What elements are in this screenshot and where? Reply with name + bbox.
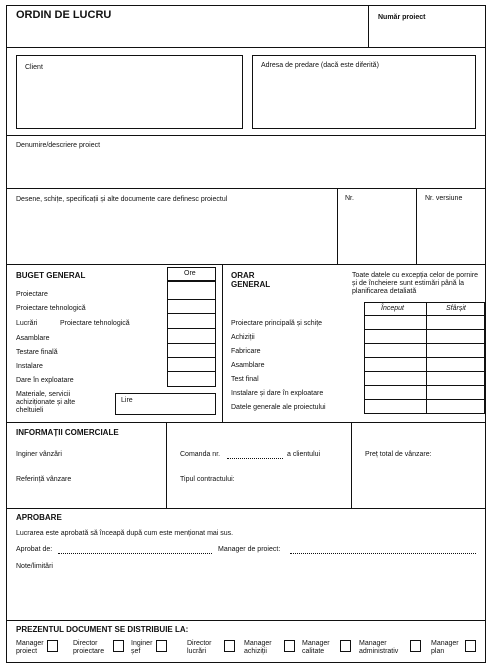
start-header: Început (381, 305, 404, 312)
schedule-title-2: GENERAL (231, 280, 271, 289)
total-price-label: Preț total de vânzare: (365, 451, 432, 458)
project-name-label: Denumire/descriere proiect (16, 142, 101, 149)
separator (6, 135, 486, 136)
recipient-checkbox[interactable] (284, 640, 295, 652)
budget-title: BUGET GENERAL (16, 271, 86, 280)
form-title: ORDIN DE LUCRU (16, 9, 112, 21)
budget-item: Lucrări (16, 320, 38, 327)
lei-label: Lire (121, 397, 133, 404)
recipient-checkbox[interactable] (410, 640, 421, 652)
recipient-label-line: Manager (244, 640, 272, 647)
order-nr-field[interactable] (227, 458, 283, 459)
delivery-address-label: Adresa de predare (dacă este diferită) (261, 62, 379, 69)
recipient-label-line: proiect (16, 648, 38, 655)
budget-schedule-divider (222, 264, 223, 422)
hours-row-line (167, 357, 216, 358)
schedule-item: Fabricare (231, 348, 261, 355)
dates-row-line (364, 357, 485, 358)
header-divider (368, 5, 369, 47)
recipient-label (73, 640, 113, 656)
recipient-label-line: Director (73, 640, 98, 647)
recipient-label-line: proiectare (73, 648, 105, 655)
separator (6, 508, 486, 509)
recipient-label (244, 640, 280, 656)
separator (6, 620, 486, 621)
separator (6, 188, 486, 189)
recipient-checkbox[interactable] (340, 640, 351, 652)
recipient-checkbox[interactable] (47, 640, 58, 652)
budget-item: Proiectare (16, 291, 48, 298)
hours-row-line (167, 299, 216, 300)
dates-row-line (364, 399, 485, 400)
budget-item: Asamblare (16, 335, 50, 342)
recipient-label-line: șef (131, 648, 141, 655)
recipient-label-line: Manager (431, 640, 459, 647)
recipient-label (359, 640, 407, 656)
sales-engineer-label: Inginer vânzări (16, 451, 62, 458)
recipient-label (187, 640, 223, 656)
hours-row-line (167, 343, 216, 344)
recipient-label-line: administrativ (359, 648, 399, 655)
commercial-title: INFORMAȚII COMERCIALE (16, 428, 119, 437)
budget-item: Proiectare tehnologică (16, 305, 86, 312)
recipient-checkbox[interactable] (156, 640, 167, 652)
schedule-item: Proiectare principală și schițe (231, 320, 323, 327)
client-field[interactable] (16, 55, 243, 129)
approval-title: APROBARE (16, 513, 62, 522)
recipient-label-line: Director (187, 640, 212, 647)
sales-reference-label: Referință vânzare (16, 476, 72, 483)
dates-table-divider (426, 302, 427, 414)
drawings-label: Desene, schițe, specificații și alte documente care definesc proiectul (16, 196, 228, 203)
recipient-label-line: plan (431, 648, 445, 655)
recipient-label-line: achiziții (244, 648, 267, 655)
project-name-field[interactable] (8, 152, 484, 186)
drawing-nr-label: Nr. (345, 195, 354, 202)
recipient-label-line: Manager (16, 640, 44, 647)
hours-row-line (167, 328, 216, 329)
budget-item: Dare în exploatare (16, 377, 74, 384)
dates-row-line (364, 315, 485, 316)
budget-subitem: Proiectare tehnologică (60, 320, 130, 327)
commercial-divider (351, 422, 352, 508)
version-nr-label: Nr. versiune (425, 195, 463, 202)
dates-row-line (364, 385, 485, 386)
recipient-label-line: lucrări (187, 648, 207, 655)
separator (6, 422, 486, 423)
recipient-label-line: Inginer (131, 640, 153, 647)
project-manager-field[interactable] (290, 553, 476, 554)
client-label: Client (25, 64, 43, 71)
approved-by-label: Aprobat de: (16, 546, 53, 553)
schedule-title-1: ORAR (231, 271, 255, 280)
separator (6, 264, 486, 265)
distribution-title: PREZENTUL DOCUMENT SE DISTRIBUIE LA: (16, 625, 189, 634)
notes-label: Note/limitări (16, 563, 53, 570)
of-client-label: a clientului (287, 451, 321, 458)
schedule-item: Achiziții (231, 334, 255, 341)
schedule-item: Datele generale ale proiectului (231, 404, 326, 411)
budget-item: Testare finală (16, 349, 58, 356)
recipient-label (431, 640, 465, 656)
recipient-label-line: Manager (302, 640, 330, 647)
dates-row-line (364, 371, 485, 372)
schedule-item: Instalare și dare în exploatare (231, 390, 324, 397)
project-manager-label: Manager de proiect: (218, 546, 281, 553)
schedule-item: Asamblare (231, 362, 265, 369)
hours-label: Ore (184, 270, 196, 277)
drawings-divider (337, 188, 338, 264)
approval-statement: Lucrarea este aprobată să înceapă după cum este menționat mai sus. (16, 530, 234, 537)
recipient-checkbox[interactable] (113, 640, 124, 652)
schedule-item: Test final (231, 376, 259, 383)
recipient-checkbox[interactable] (465, 640, 476, 652)
recipient-label (302, 640, 338, 656)
project-number-label: Număr proiect (378, 14, 426, 21)
recipient-checkbox[interactable] (224, 640, 235, 652)
hours-row-line (167, 313, 216, 314)
approved-by-field[interactable] (58, 553, 212, 554)
dates-row-line (364, 343, 485, 344)
project-number-field[interactable] (370, 26, 484, 46)
end-header: Sfârșit (446, 305, 466, 312)
recipient-label-line: Manager (359, 640, 387, 647)
schedule-note: Toate datele cu excepția celor de pornire și de încheiere sunt estimări până la planificarea detaliată (352, 272, 479, 295)
drawings-divider (416, 188, 417, 264)
contract-type-label: Tipul contractului: (180, 476, 235, 483)
budget-item: Instalare (16, 363, 43, 370)
hours-row-line (167, 371, 216, 372)
dates-table (364, 302, 485, 414)
order-nr-label: Comanda nr. (180, 451, 221, 458)
dates-row-line (364, 329, 485, 330)
separator (6, 47, 486, 48)
commercial-divider (166, 422, 167, 508)
materials-label: Materiale, servicii achiziționate și alte cheltuieli (16, 391, 76, 414)
recipient-label-line: calitate (302, 648, 325, 655)
